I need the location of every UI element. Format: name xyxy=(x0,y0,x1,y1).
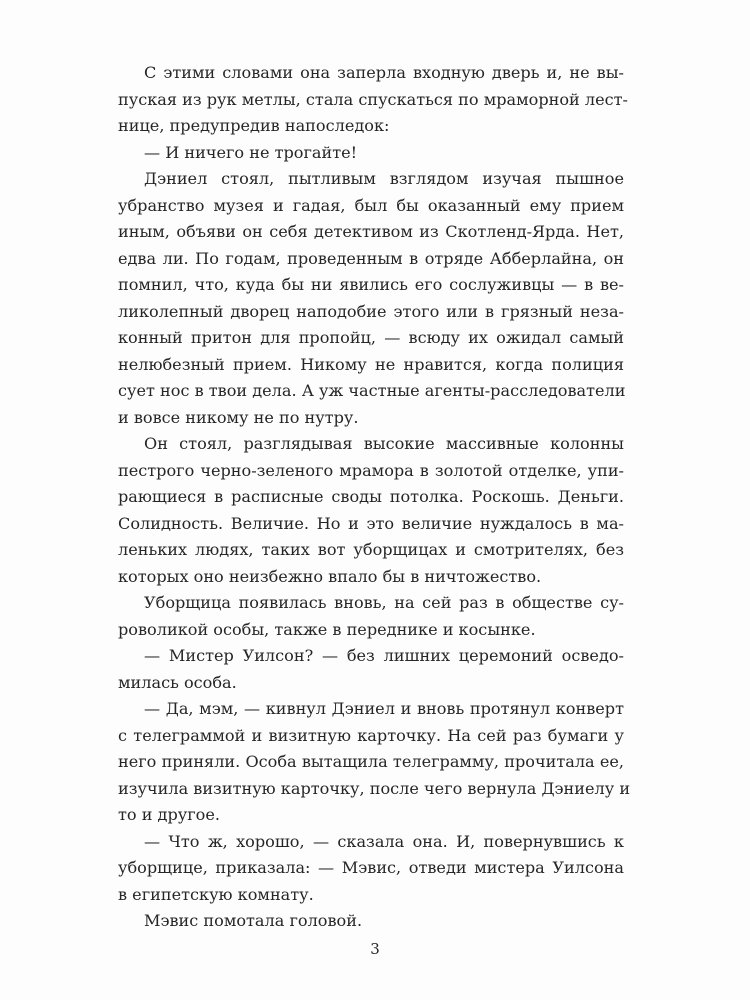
text-line: то и другое. xyxy=(118,805,220,824)
text-line: и вовсе никому не по нутру. xyxy=(118,407,359,427)
text-line: помнил, что, куда бы ни явились его сослуживцы — в ве- xyxy=(118,275,624,294)
text-line: него приняли. Особа вытащила телеграмму, прочитала ее, xyxy=(118,752,624,771)
text-line: Уборщица появилась вновь, на сей раз в обществе су- xyxy=(144,593,624,612)
text-line: нице, предупредив напоследок: xyxy=(118,116,390,135)
text-line: с телеграммой и визитную карточку. На сей раз бумаги у xyxy=(118,725,624,745)
paragraph xyxy=(118,590,624,643)
text-line: сует нос в твои дела. А уж частные агенты-расследователи xyxy=(118,381,626,400)
text-line: иным, объяви он себя детективом из Скотленд-Ярда. Нет, xyxy=(118,222,624,241)
text-line: уборщице, приказала: — Мэвис, отведи мистера Уилсона xyxy=(118,858,624,877)
text-line: милась особа. xyxy=(118,672,237,692)
text-line: — Да, мэм, — кивнул Дэниел и вновь протянул конверт xyxy=(144,699,624,718)
text-line: — Что ж, хорошо, — сказала она. И, повернувшись к xyxy=(144,831,624,851)
text-line: Дэниел стоял, пытливым взглядом изучая пышное xyxy=(144,169,624,188)
paragraph xyxy=(118,166,624,431)
text-line: леньких людях, таких вот уборщицах и смотрителях, без xyxy=(118,540,624,559)
paragraph xyxy=(118,431,624,590)
paragraph xyxy=(118,140,624,167)
text-line: пестрого черно-зеленого мрамора в золотой отделке, упи- xyxy=(118,460,624,480)
text-line: — И ничего не трогайте! xyxy=(144,142,358,162)
text-line: изучила визитную карточку, после чего вернула Дэниелу и xyxy=(118,778,631,798)
text-line: рающиеся в расписные своды потолка. Роскошь. Деньги. xyxy=(118,487,624,506)
text-line: С этими словами она заперла входную дверь и, не вы- xyxy=(144,63,624,82)
page-number: 3 xyxy=(370,940,380,958)
text-line: ликолепный дворец наподобие этого или в грязный неза- xyxy=(118,301,624,321)
paragraph xyxy=(118,908,624,935)
text-line: роволикой особы, также в переднике и косынке. xyxy=(118,619,536,639)
text-line: которых оно неизбежно впало бы в ничтожество. xyxy=(118,566,542,586)
text-line: пуская из рук метлы, стала спускаться по мраморной лест- xyxy=(118,89,628,109)
paragraph xyxy=(118,829,624,909)
text-line: нелюбезный прием. Никому не нравится, когда полиция xyxy=(118,354,624,374)
text-line: Он стоял, разглядывая высокие массивные колонны xyxy=(144,434,624,453)
body-text xyxy=(118,60,631,935)
text-line: убранство музея и гадая, был бы оказанный ему прием xyxy=(118,195,624,215)
paragraph xyxy=(118,60,628,140)
paragraph xyxy=(118,696,631,829)
paragraph xyxy=(118,643,624,696)
text-line: едва ли. По годам, проведенным в отряде Абберлайна, он xyxy=(118,248,624,268)
text-line: Солидность. Величие. Но и это величие нуждалось в ма- xyxy=(118,513,624,533)
text-line: в египетскую комнату. xyxy=(118,884,314,904)
text-line: — Мистер Уилсон? — без лишних церемоний осведо- xyxy=(144,646,624,665)
text-line: конный притон для пропойц, — всюду их ожидал самый xyxy=(118,328,624,347)
text-line: Мэвис помотала головой. xyxy=(144,911,363,930)
